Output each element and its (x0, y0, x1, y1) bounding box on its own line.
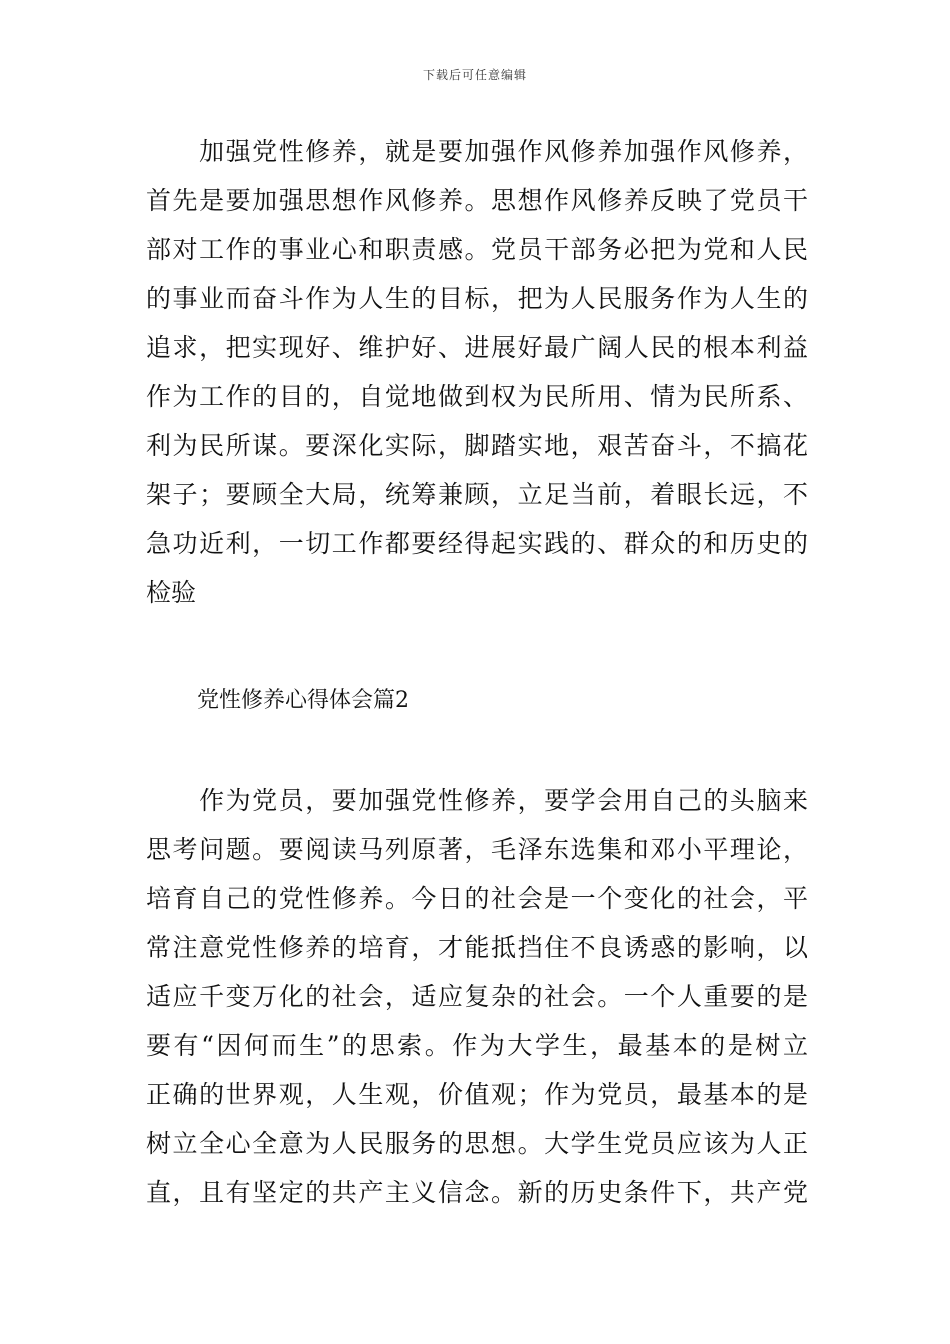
paragraph-line: 加强党性修养，就是要加强作风修养加强作风修养， (146, 137, 808, 166)
paragraph-line: 的事业而奋斗作为人生的目标，把为人民服务作为人生的 (146, 284, 808, 313)
paragraph-line: 作为党员，要加强党性修养，要学会用自己的头脑来 (146, 786, 808, 815)
paragraph-line: 要有“因何而生”的思索。作为大学生，最基本的是树立 (146, 1031, 808, 1060)
paragraph-line: 培育自己的党性修养。今日的社会是一个变化的社会，平 (146, 884, 808, 913)
paragraph-line: 树立全心全意为人民服务的思想。大学生党员应该为人正 (146, 1129, 808, 1158)
paragraph-1 (146, 127, 808, 617)
paragraph-line: 检验 (146, 578, 197, 607)
header-note: 下载后可任意编辑 (422, 68, 527, 82)
paragraph-line: 适应千变万化的社会，适应复杂的社会。一个人重要的是 (146, 982, 808, 1011)
paragraph-line: 追求，把实现好、维护好、进展好最广阔人民的根本利益 (146, 333, 808, 362)
paragraph-line: 首先是要加强思想作风修养。思想作风修养反映了党员干 (146, 186, 808, 215)
paragraph-line: 直，且有坚定的共产主义信念。新的历史条件下，共产党 (146, 1178, 808, 1207)
paragraph-line: 架子；要顾全大局，统筹兼顾，立足当前，着眼长远，不 (146, 480, 808, 509)
paragraph-line: 利为民所谋。要深化实际，脚踏实地，艰苦奋斗，不搞花 (146, 431, 808, 460)
paragraph-line: 作为工作的目的，自觉地做到权为民所用、情为民所系、 (146, 382, 808, 411)
paragraph-line: 思考问题。要阅读马列原著，毛泽东选集和邓小平理论， (146, 835, 808, 864)
paragraph-line: 正确的世界观，人生观，价值观；作为党员，最基本的是 (146, 1080, 808, 1109)
paragraph-line: 急功近利，一切工作都要经得起实践的、群众的和历史的 (146, 529, 808, 558)
section-heading: 党性修养心得体会篇2 (197, 688, 409, 713)
paragraph-line: 常注意党性修养的培育，才能抵挡住不良诱惑的影响，以 (146, 933, 808, 962)
paragraph-2 (146, 776, 808, 1217)
paragraph-line: 部对工作的事业心和职责感。党员干部务必把为党和人民 (146, 235, 808, 264)
